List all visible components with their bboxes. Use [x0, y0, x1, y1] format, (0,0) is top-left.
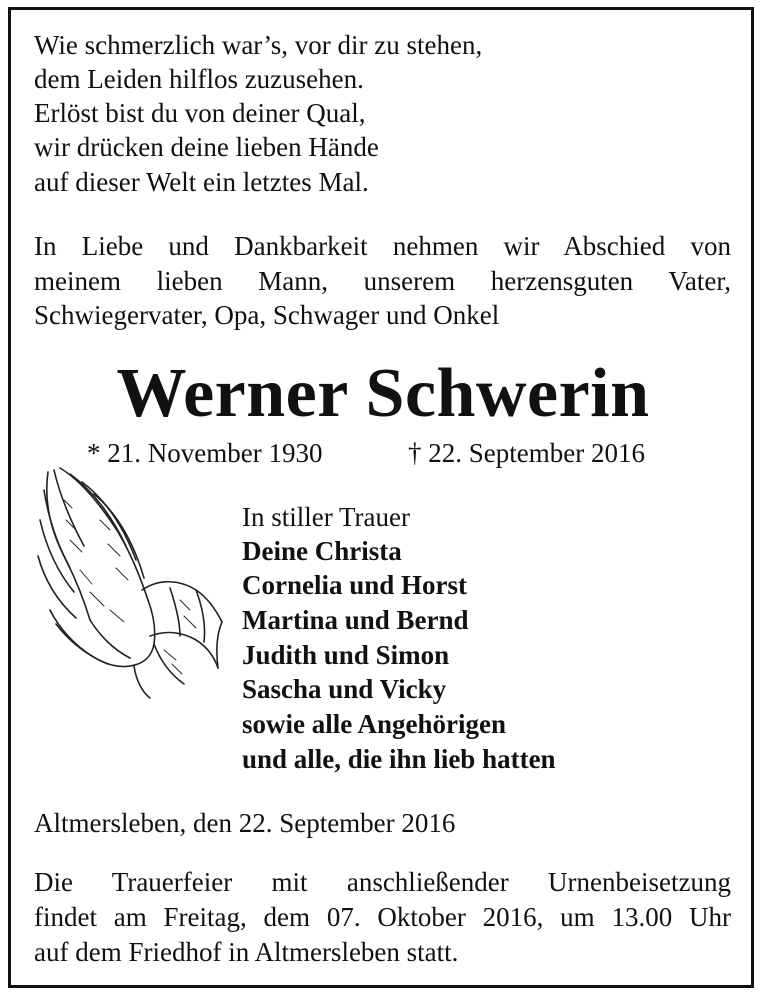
funeral-line: Die Trauerfeier mit anschließender Urnenbeisetzung [34, 867, 731, 897]
praying-hands-icon [30, 460, 230, 700]
mourner-name: und alle, die ihn lieb hatten [242, 744, 556, 774]
mourner-name: Sascha und Vicky [242, 674, 447, 704]
birth-date: * 21. November 1930 [87, 438, 323, 468]
mourner-name: Deine Christa [242, 536, 402, 566]
intro-line: Schwiegervater, Opa, Schwager und Onkel [34, 300, 500, 330]
death-date: † 22. September 2016 [408, 438, 645, 468]
poem-line: Wie schmerzlich war’s, vor dir zu stehen, [34, 30, 483, 60]
poem-line: Erlöst bist du von deiner Qual, [34, 98, 366, 128]
mourner-name: Martina und Bernd [242, 605, 469, 635]
poem-line: auf dieser Welt ein letztes Mal. [34, 167, 369, 197]
mourners-heading: In stiller Trauer [242, 502, 410, 532]
intro-line: In Liebe und Dankbarkeit nehmen wir Abschied von [34, 231, 731, 261]
mourner-name: Cornelia und Horst [242, 570, 468, 600]
poem-line: wir drücken deine lieben Hände [34, 132, 379, 162]
place-date: Altmersleben, den 22. September 2016 [34, 808, 456, 838]
funeral-line: auf dem Friedhof in Altmersleben statt. [34, 937, 459, 967]
poem-line: dem Leiden hilflos zuzusehen. [34, 64, 364, 94]
intro-line: meinem lieben Mann, unserem herzensguten Vater, [34, 266, 731, 296]
funeral-line: findet am Freitag, dem 07. Oktober 2016, um 13.00 Uhr [34, 902, 731, 932]
mourner-name: sowie alle Angehörigen [242, 709, 506, 739]
deceased-name: Werner Schwerin [116, 355, 650, 432]
mourner-name: Judith und Simon [242, 640, 450, 670]
